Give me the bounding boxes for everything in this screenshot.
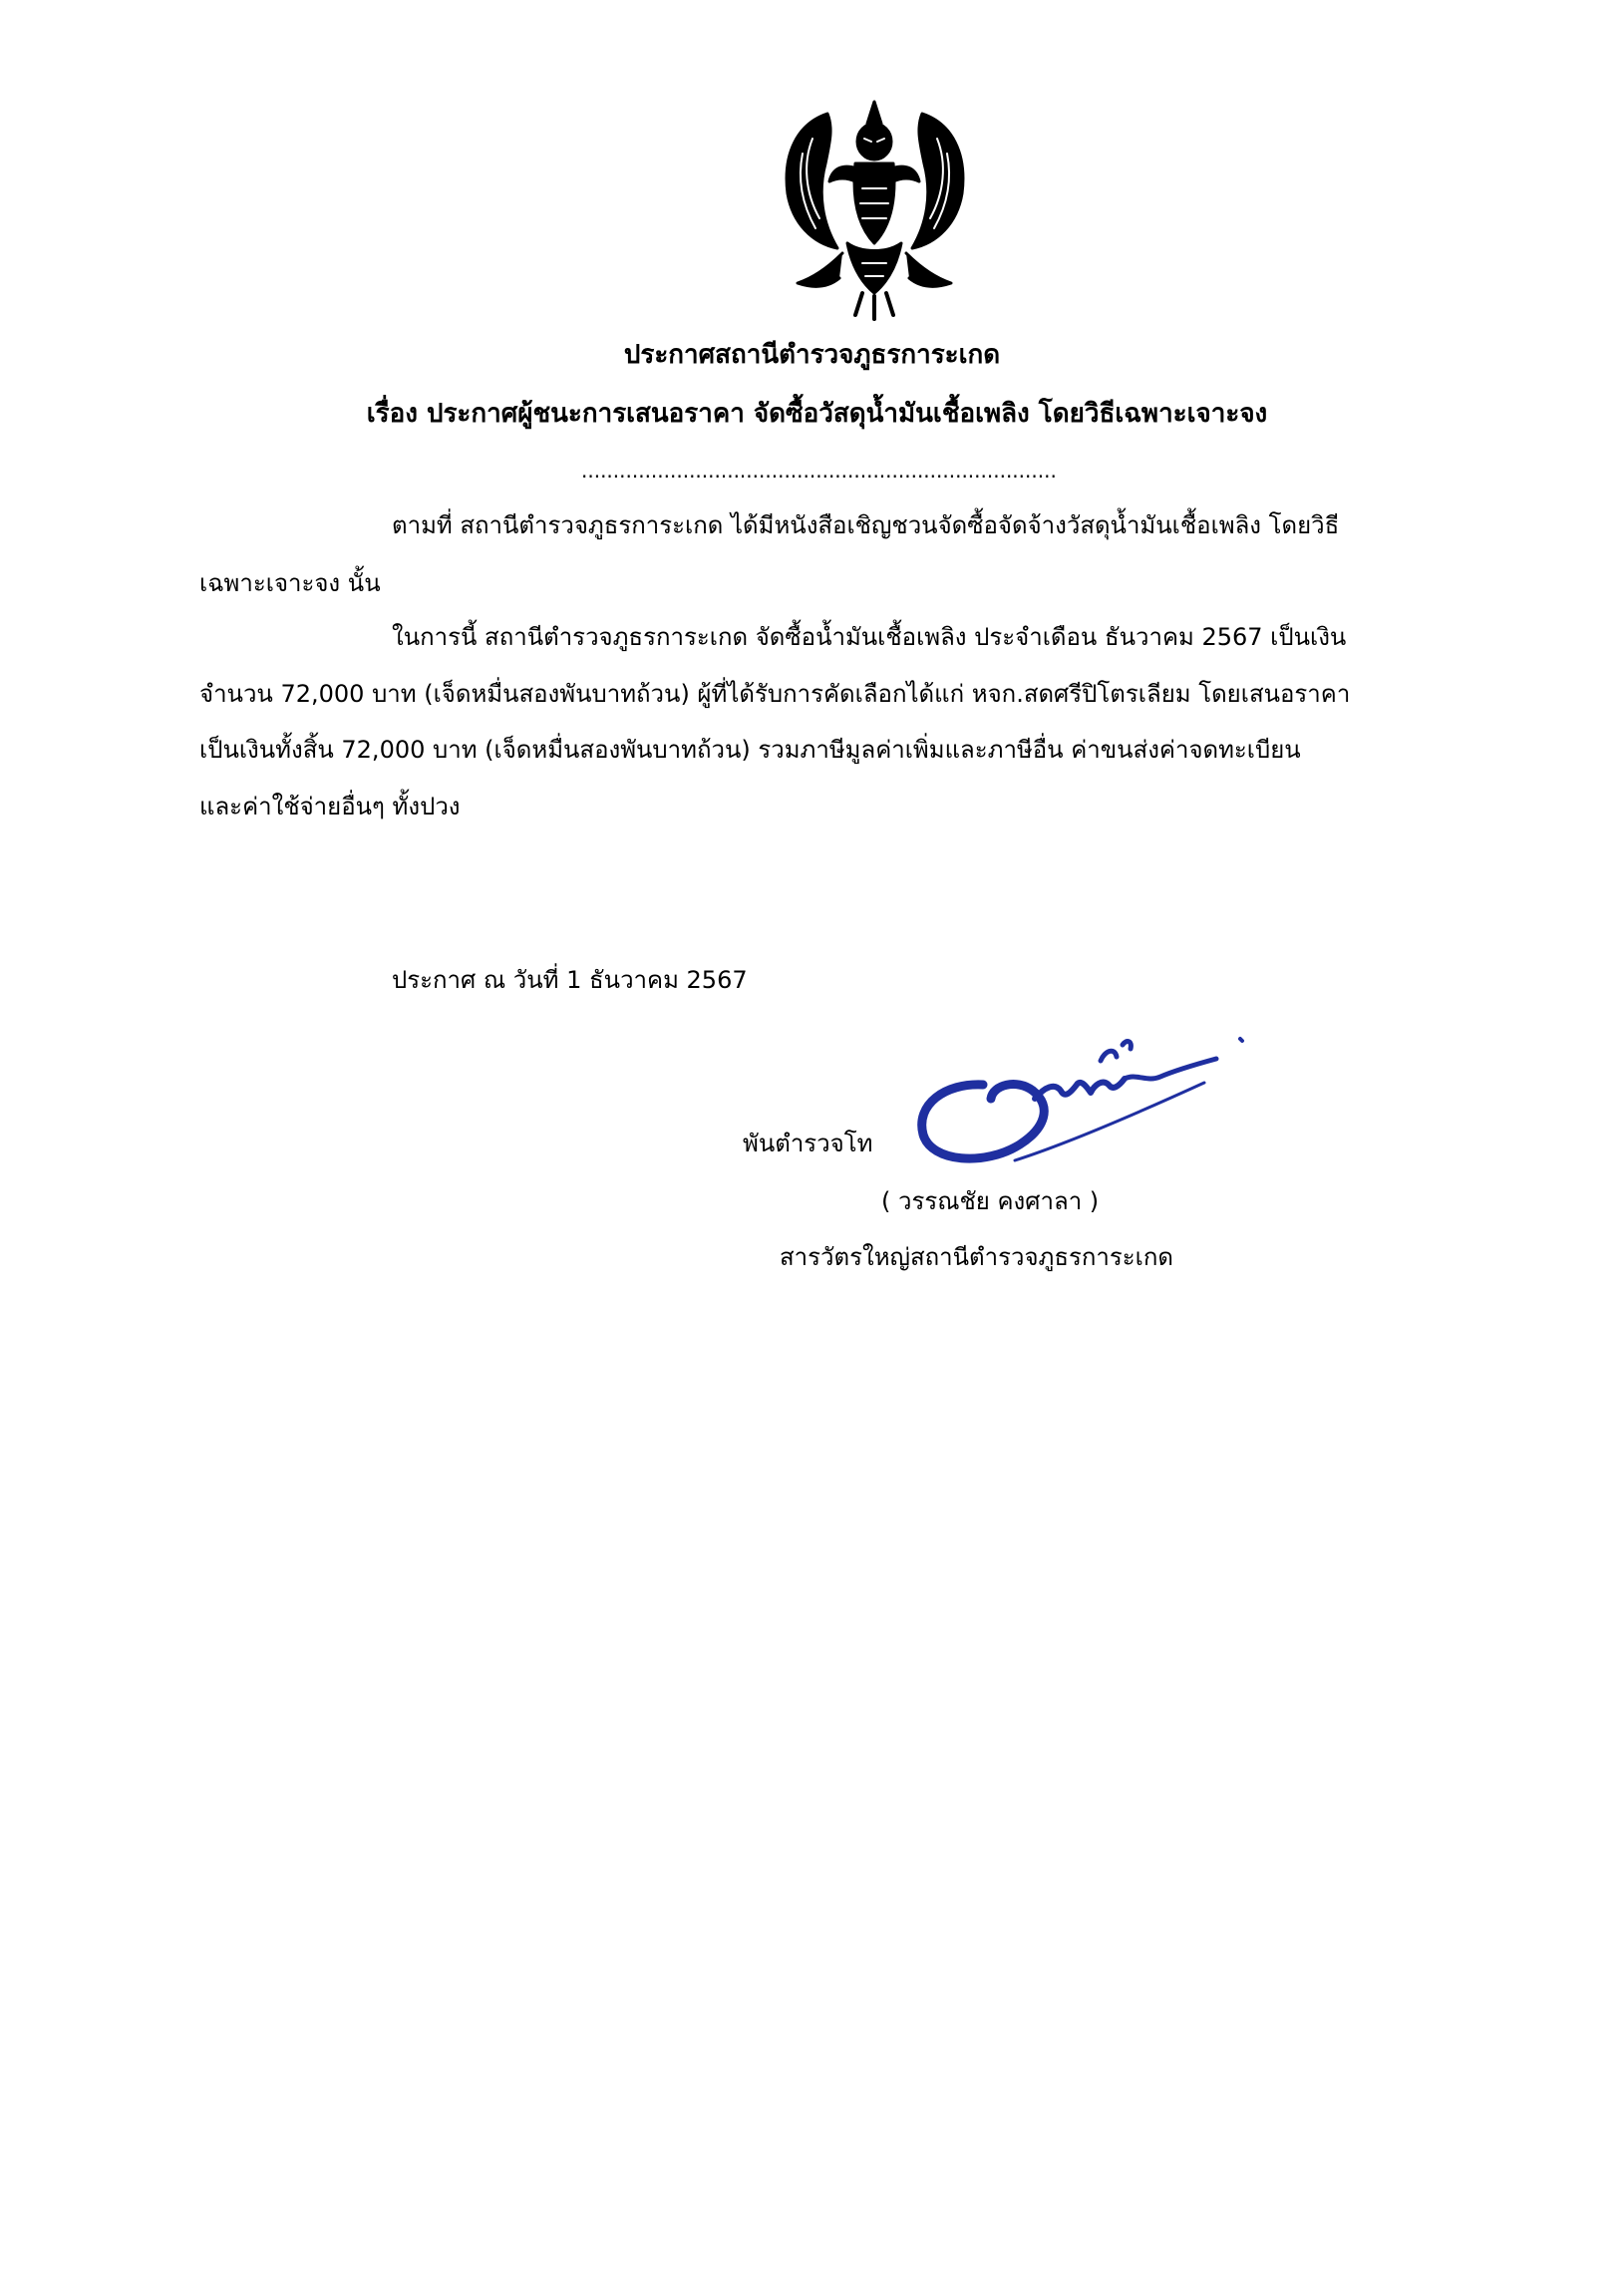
document-title: ประกาศสถานีตำรวจภูธรการะเกด bbox=[623, 340, 1001, 370]
signer-rank: พันตำรวจโท bbox=[743, 1130, 873, 1157]
paragraph2-line1: ในการนี้ สถานีตำรวจภูธรการะเกด จัดซื้อน้ำมันเชื้อเพลิง ประจำเดือน ธันวาคม 2567 เป็นเงิน bbox=[392, 623, 1347, 651]
paragraph2-line4: และค่าใช้จ่ายอื่นๆ ทั้งปวง bbox=[199, 793, 461, 820]
signer-position: สารวัตรใหญ่สถานีตำรวจภูธรการะเกด bbox=[780, 1243, 1173, 1271]
announcement-date: ประกาศ ณ วันที่ 1 ธันวาคม 2567 bbox=[392, 966, 748, 994]
paragraph1-line2: เฉพาะเจาะจง นั้น bbox=[199, 569, 381, 597]
paragraph2-line2: จำนวน 72,000 บาท (เจ็ดหมื่นสองพันบาทถ้วน) ผู้ที่ได้รับการคัดเลือกได้แก่ หจก.สดศรีปิโตรเลียม โดยเสนอราคา bbox=[199, 680, 1351, 708]
handwritten-signature-icon bbox=[905, 995, 1254, 1174]
paragraph1-line1: ตามที่ สถานีตำรวจภูธรการะเกด ได้มีหนังสือเชิญชวนจัดซื้อจัดจ้างวัสดุน้ำมันเชื้อเพลิง โดยวิธี bbox=[392, 511, 1340, 539]
document-subject: เรื่อง ประกาศผู้ชนะการเสนอราคา จัดซื้อวัสดุน้ำมันเชื้อเพลิง โดยวิธีเฉพาะเจาะจง bbox=[366, 399, 1268, 429]
garuda-emblem-icon bbox=[768, 94, 982, 323]
separator-line: ........................................................................... bbox=[581, 459, 1057, 483]
signer-name: ( วรรณชัย คงศาลา ) bbox=[881, 1187, 1100, 1215]
paragraph2-line3: เป็นเงินทั้งสิ้น 72,000 บาท (เจ็ดหมื่นสองพันบาทถ้วน) รวมภาษีมูลค่าเพิ่มและภาษีอื่น ค่าขนส่งค่าจดทะเบียน bbox=[199, 736, 1301, 764]
